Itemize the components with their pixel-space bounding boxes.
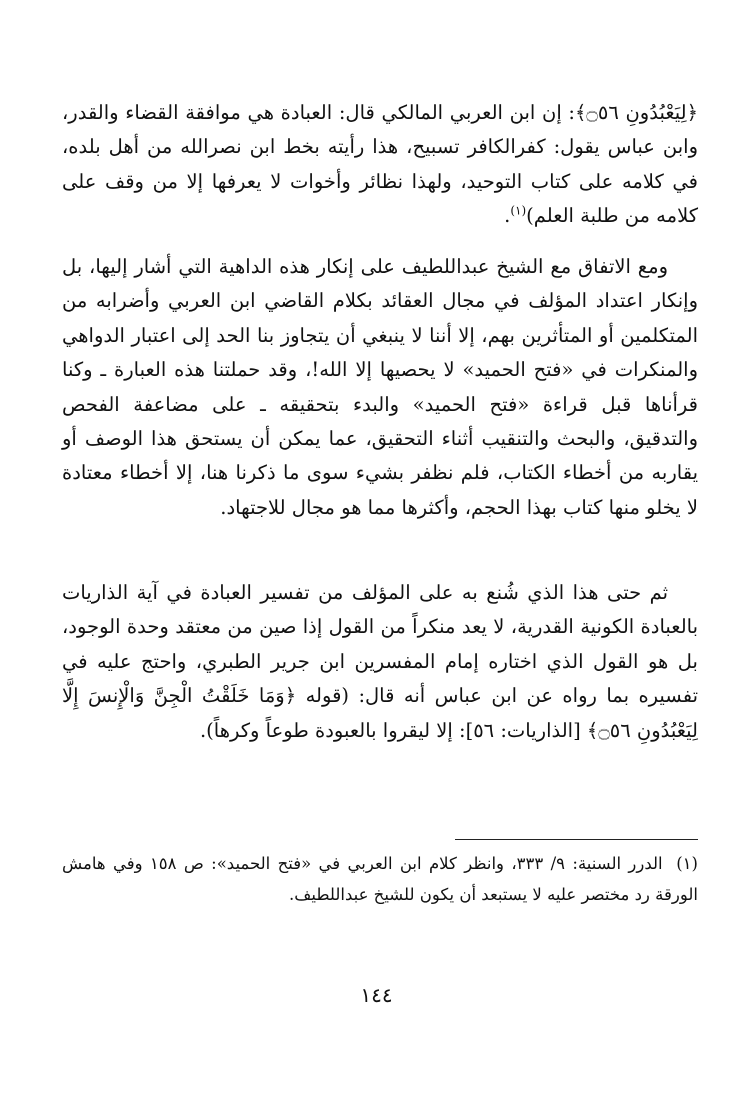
- paragraph-1-end: .: [504, 204, 511, 228]
- page-number: ١٤٤: [360, 983, 393, 1007]
- paragraph-2: [62, 250, 698, 525]
- paragraph-1: [62, 96, 698, 234]
- paragraph-3-text-before: ثم حتى هذا الذي شُنع به على المؤلف من تفسير العبادة في آية الذاريات بالعبادة الكونية القدرية، لا يعد منكراً من القول إذا صين من معتقد وحدة الوجود، بل هو القول الذي اختاره إمام المفسرين ابن جرير الطبري، واحتج عليه في تفسيره بما رواه عن ابن عباس أنه قال: (قوله: [62, 581, 698, 708]
- footnote: [62, 848, 698, 910]
- verse-citation: [الذاريات: ٥٦]: [465, 718, 581, 742]
- paragraph-3: [62, 576, 698, 748]
- footnote-text: الدرر السنية: ٩/ ٣٣٣، وانظر كلام ابن العربي في «فتح الحميد»: ص ١٥٨ وفي هامش الورقة رد مختصر عليه لا يستبعد أن يكون للشيخ عبداللطيف.: [62, 854, 698, 904]
- quran-verse: ﴿وَمَا خَلَقْتُ الْجِنَّ وَالْإِنسَ إِلَّا لِيَعْبُدُونِ ۝٥٦﴾: [62, 684, 698, 742]
- footnote-number: (١): [676, 854, 698, 873]
- paragraph-3-text-after: : إلا ليقروا بالعبودة طوعاً وكرهاً).: [199, 718, 466, 742]
- paragraph-2-text: ومع الاتفاق مع الشيخ عبداللطيف على إنكار هذه الداهية التي أشار إليها، بل وإنكار اعتداد المؤلف في مجال العقائد بكلام القاضي ابن العربي وأضرابه من المتكلمين أو المتأثرين بهم، إلا أننا لا ينبغي أن يتجاوز بنا الحد إلى اعتبار الدواهي والمنكرات في «فتح الحميد» لا يحصيها إلا الله!، وقد حملتنا هذه العبارة ـ وكنا قرأناها قبل قراءة «فتح الحميد» والبدء بتحقيقه ـ على مضاعفة الفحص والتدقيق، والبحث والتنقيب أثناء التحقيق، عما يمكن أن يستحق هذا الوصف أو يقاربه من أخطاء الكتاب، فلم نظفر بشيء سوى ما ذكرنا هنا، إلا أخطاء معتادة لا يخلو منها كتاب بهذا الحجم، وأكثرها مما هو مجال للاجتهاد.: [62, 255, 698, 519]
- paragraph-1-text: ﴿لِيَعْبُدُونِ ۝٥٦﴾: إن ابن العربي المالكي قال: العبادة هي موافقة القضاء والقدر، وابن عباس يقول: كفرالكافر تسبيح، هذا رأيته بخط ابن نصرالله من أهل بلده، في كلامه على كتاب التوحيد، ولهذا نظائر وأخوات لا يعرفها إلا من وقف على كلامه من طلبة العلم): [62, 101, 698, 228]
- footnote-reference[interactable]: (١): [510, 203, 527, 218]
- footnote-divider: [455, 839, 698, 840]
